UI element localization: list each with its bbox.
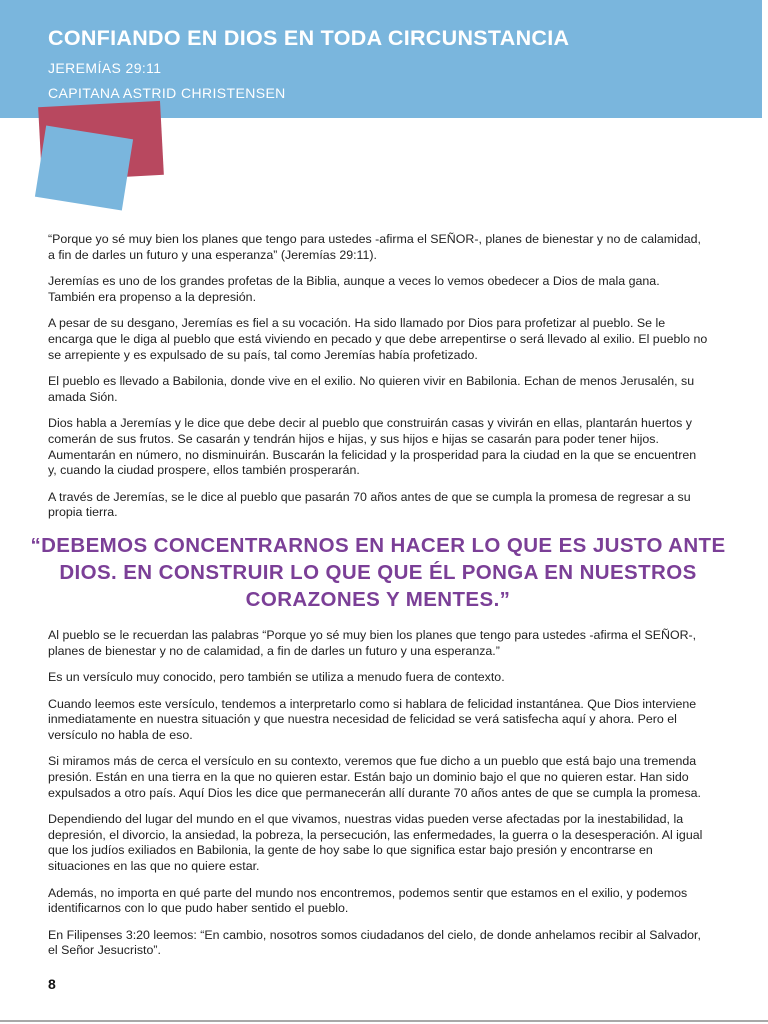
paragraph: Es un versículo muy conocido, pero también se utiliza a menudo fuera de contexto. — [48, 670, 505, 685]
scripture-reference: JEREMÍAS 29:11 — [48, 60, 162, 76]
paragraph: Dependiendo del lugar del mundo en el que vivamos, nuestras vidas pueden verse afectadas por la inestabilidad, la depresión, el divorcio, la ansiedad, la pobreza, la persecución, las enfermedades, la guerra o la desesperación. Al igual que los judíos exiliados en Babilonia, la gente de hoy sabe lo que significa estar bajo presión y encontrarse en situaciones en las que no quiere estar. — [48, 812, 703, 874]
header-banner — [0, 0, 762, 118]
paragraph: A pesar de su desgano, Jeremías es fiel a su vocación. Ha sido llamado por Dios para profetizar al pueblo. Se le encarga que le diga al pueblo que está viviendo en pecado y que debe arrepentirse o será llevado al exilio. El pueblo no se arrepiente y es expulsado de su país, tal como Jeremías había profetizado. — [48, 316, 708, 362]
decorative-blue-square — [35, 126, 133, 211]
paragraph: “Porque yo sé muy bien los planes que tengo para ustedes -afirma el SEÑOR-, planes de bienestar y no de calamidad, a fin de darles un futuro y una esperanza” (Jeremías 29:11). — [48, 232, 701, 262]
article-body — [30, 232, 726, 970]
paragraph: En Filipenses 3:20 leemos: “En cambio, nosotros somos ciudadanos del cielo, de donde anhelamos recibir al Salvador, el Señor Jesucristo”. — [48, 927, 701, 958]
page-title: CONFIANDO EN DIOS EN TODA CIRCUNSTANCIA — [48, 26, 570, 50]
paragraph: Cuando leemos este versículo, tendemos a interpretarlo como si hablara de felicidad instantánea. Que Dios interviene inmediatamente en nuestra situación y que nuestra necesidad de felicidad se verá satisfecha aquí y ahora. Pero el versículo no habla de eso. — [48, 696, 697, 742]
paragraph: Si miramos más de cerca el versículo en su contexto, veremos que fue dicho a un pueblo que está bajo una tremenda presión. Están en una tierra en la que no quieren estar. Están bajo un dominio bajo el que no quieren estar. Han sido expulsados a otro país. Aquí Dios les dice que permanecerán allí durante 70 años antes de que se cumpla la promesa. — [48, 754, 701, 800]
paragraph: Dios habla a Jeremías y le dice que debe decir al pueblo que construirán casas y vivirán en ellas, plantarán huertos y comerán de sus frutos. Se casarán y tendrán hijos e hijas, y sus hijos e hijas se casarán para poder tener hijos. Aumentarán en número, no disminuirán. Buscarán la felicidad y la prosperidad para la ciudad en la que se encuentren y, cuando la ciudad prospere, ellos también prosperarán. — [48, 416, 697, 478]
paragraph: El pueblo es llevado a Babilonia, donde vive en el exilio. No quieren vivir en Babilonia. Echan de menos Jerusalén, su amada Sión. — [48, 374, 695, 404]
author-name: CAPITANA ASTRID CHRISTENSEN — [48, 85, 286, 101]
footer-divider — [0, 1020, 768, 1022]
paragraph: A través de Jeremías, se le dice al pueblo que pasarán 70 años antes de que se cumpla la promesa de regresar a su propia tierra. — [48, 489, 691, 520]
page-number: 8 — [48, 976, 56, 992]
paragraph: Jeremías es uno de los grandes profetas de la Biblia, aunque a veces lo vemos obedecer a Dios de mala gana. También era propenso a la depresión. — [48, 274, 660, 304]
paragraph: Además, no importa en qué parte del mundo nos encontremos, podemos sentir que estamos en el exilio, y podemos identificarnos con lo que pudo haber sentido el pueblo. — [48, 885, 688, 916]
pull-quote: “DEBEMOS CONCENTRARNOS EN HACER LO QUE ES JUSTO ANTE DIOS. EN CONSTRUIR LO QUE QUE ÉL PONGA EN NUESTROS CORAZONES Y MENTES.” — [30, 533, 726, 611]
paragraph: Al pueblo se le recuerdan las palabras “Porque yo sé muy bien los planes que tengo para ustedes -afirma el SEÑOR-, planes de bienestar y no de calamidad, a fin de darles un futuro y una esperanza.” — [48, 627, 697, 658]
